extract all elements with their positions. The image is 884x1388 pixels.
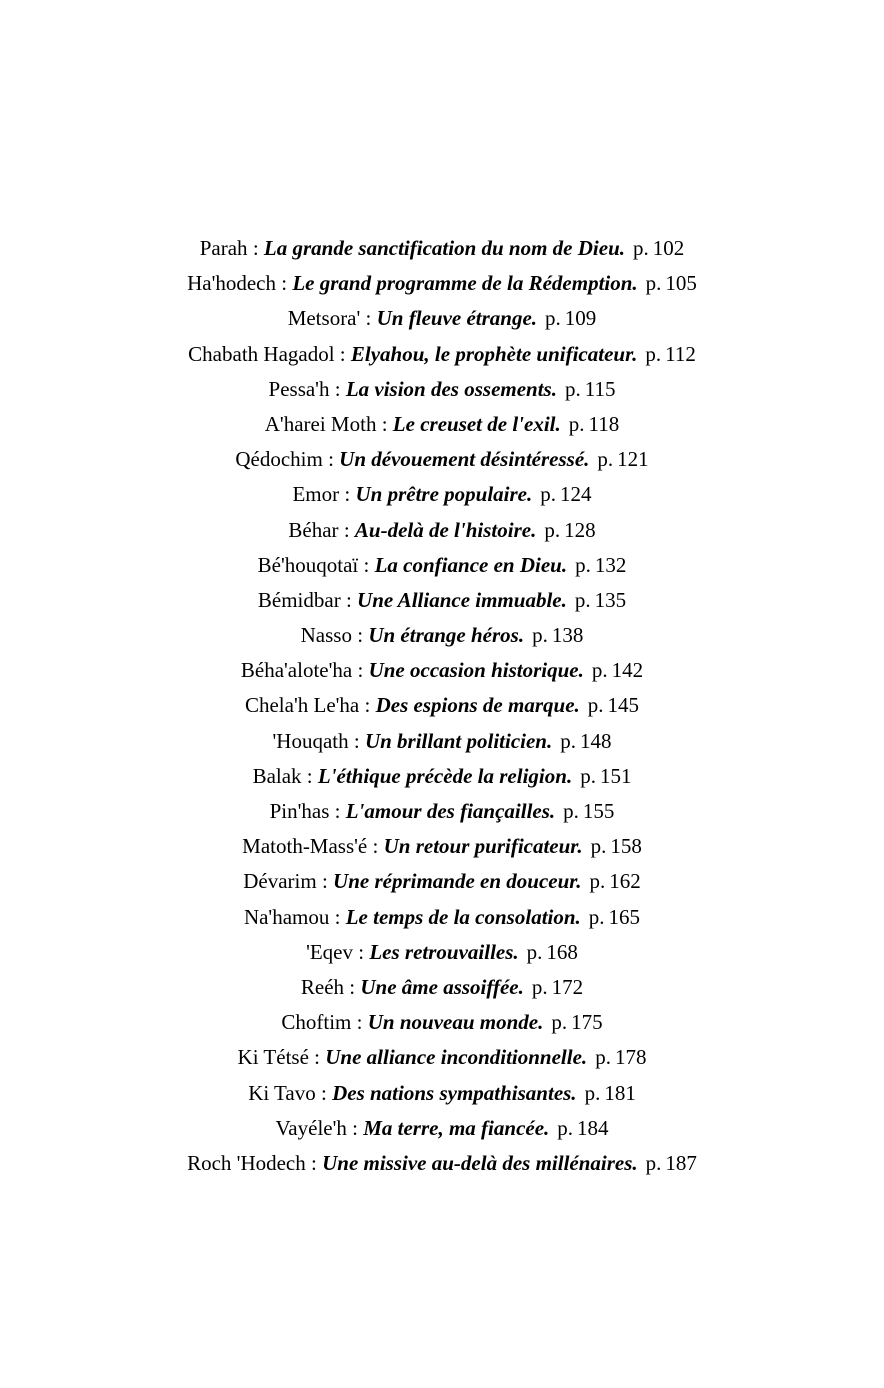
toc-entry-page-prefix: p. [590, 834, 607, 859]
toc-entry-parasha: Choftim [281, 1010, 352, 1035]
toc-entry[interactable] [264, 411, 620, 436]
toc-entry-page-value: 145 [607, 693, 640, 718]
toc-entry-page-value: 155 [582, 799, 615, 823]
toc-entry-separator: : [305, 1150, 323, 1175]
toc-entry[interactable] [235, 449, 648, 470]
toc-entry-page-number [527, 940, 578, 964]
toc-entry-page-prefix: p. [595, 1045, 611, 1070]
toc-entry-page-number [633, 236, 684, 260]
toc-entry-parasha: Béhar [288, 517, 339, 542]
toc-entry-title: Le temps de la consolation. [345, 904, 581, 929]
toc-entry-page-prefix: p. [584, 1080, 601, 1105]
toc-entry-page-value: 165 [608, 904, 641, 929]
toc-entry-title: Une âme assoiffée. [360, 974, 524, 999]
toc-entry-page-prefix: p. [591, 658, 608, 683]
toc-entry[interactable] [281, 1012, 602, 1033]
toc-entry-page-prefix: p. [633, 236, 649, 260]
toc-entry-page-number [532, 623, 583, 647]
toc-entry-title: Une missive au-delà des millénaires. [322, 1150, 638, 1175]
toc-entry-title: Un nouveau monde. [367, 1010, 544, 1035]
toc-entry-page-number [569, 412, 619, 436]
toc-entry-page-prefix: p. [532, 623, 548, 648]
toc-entry-page-number [565, 377, 615, 401]
toc-entry-title: Le creuset de l'exil. [392, 411, 561, 436]
toc-entry-separator: : [353, 939, 370, 964]
toc-entry-page-prefix: p. [568, 411, 585, 436]
toc-entry-page-number [597, 447, 648, 471]
toc-entry-parasha: Metsora' [287, 306, 361, 331]
toc-entry-page-number [557, 1116, 608, 1140]
toc-entry-separator: : [322, 447, 340, 472]
toc-entry-page-number [595, 1045, 646, 1069]
toc-entry-title: Elyahou, le prophète unificateur. [350, 341, 638, 366]
toc-entry-title: Les retrouvailles. [369, 939, 519, 964]
toc-entry-page-prefix: p. [574, 587, 591, 612]
toc-entry-page-value: 132 [594, 552, 627, 577]
toc-entry-page-number [544, 518, 595, 542]
toc-entry-parasha: 'Houqath [272, 728, 349, 753]
toc-entry-title: Une alliance inconditionnelle. [325, 1045, 588, 1070]
toc-entry-separator: : [352, 658, 369, 683]
toc-entry-page-value: 102 [652, 236, 685, 260]
toc-entry-separator: : [308, 1045, 326, 1070]
toc-entry-page-prefix: p. [575, 552, 591, 577]
toc-entry-page-prefix: p. [560, 728, 576, 753]
toc-entry[interactable] [270, 801, 615, 822]
toc-entry[interactable] [272, 728, 612, 753]
toc-entry-page-prefix: p. [597, 447, 614, 472]
toc-entry-separator: : [276, 271, 293, 296]
toc-entry-parasha: Parah [199, 236, 248, 260]
toc-entry-separator: : [359, 693, 376, 718]
toc-entry-title: Un retour purificateur. [383, 834, 583, 859]
toc-entry[interactable] [238, 1047, 647, 1068]
toc-entry[interactable] [268, 376, 616, 401]
toc-entry-page-value: 175 [571, 1010, 603, 1035]
toc-entry-page-prefix: p. [588, 904, 605, 929]
toc-entry-parasha: Chabath Hagadol [188, 341, 335, 366]
toc-entry[interactable] [187, 273, 697, 294]
toc-entry-page-number [575, 588, 626, 612]
toc-entry-title: Un dévouement désintéressé. [339, 447, 590, 472]
toc-entry-title: Un étrange héros. [368, 623, 525, 648]
toc-entry-title: Une Alliance immuable. [357, 587, 567, 612]
toc-entry-page-number [591, 834, 642, 858]
toc-entry-page-prefix: p. [645, 271, 662, 296]
toc-entry-page-prefix: p. [587, 693, 604, 718]
toc-entry-page-number [588, 693, 639, 717]
toc-entry-separator: : [316, 869, 334, 894]
toc-entry-separator: : [334, 341, 351, 366]
toc-entry-parasha: Ki Tétsé [237, 1045, 309, 1070]
toc-entry-page-prefix: p. [564, 376, 581, 401]
toc-entry-separator: : [340, 587, 358, 612]
toc-entry-page-value: 109 [564, 306, 597, 331]
toc-entry-page-value: 142 [611, 658, 644, 683]
toc-entry-separator: : [367, 834, 384, 859]
toc-entry-page-prefix: p. [531, 974, 548, 999]
toc-entry-page-prefix: p. [551, 1010, 568, 1035]
toc-entry-page-prefix: p. [645, 1150, 662, 1175]
toc-entry-parasha: Bémidbar [257, 587, 341, 612]
toc-entry-title: Une occasion historique. [368, 658, 584, 683]
toc-entry-page-value: 178 [614, 1045, 647, 1070]
toc-entry-page-value: 138 [551, 623, 584, 648]
toc-entry-page-number [592, 658, 643, 682]
toc-entry-page-value: 115 [584, 376, 616, 401]
toc-entry-page-prefix: p. [580, 763, 596, 788]
toc-entry-title: L'amour des fiançailles. [345, 799, 556, 823]
toc-entry-separator: : [338, 517, 355, 542]
toc-entry-page-value: 151 [599, 763, 632, 788]
toc-entry-separator: : [351, 1010, 368, 1035]
toc-entry-parasha: Chela'h Le'ha [244, 693, 360, 718]
toc-entry-separator: : [329, 799, 346, 823]
toc-entry-parasha: 'Eqev [306, 939, 353, 964]
toc-entry-parasha: Pessa'h [268, 376, 330, 401]
toc-entry-title: Un fleuve étrange. [376, 306, 538, 331]
toc-entry-separator: : [346, 1115, 364, 1140]
toc-entry[interactable] [301, 625, 584, 646]
toc-entry[interactable] [241, 660, 643, 681]
toc-entry-page-number [532, 975, 583, 999]
toc-entry-page-number [540, 482, 591, 506]
toc-entry-page-value: 121 [617, 447, 649, 472]
toc-entry-separator: : [339, 482, 356, 507]
toc-entry[interactable] [257, 587, 627, 612]
toc-entry-page-value: 184 [577, 1115, 609, 1140]
toc-entry-separator: : [351, 623, 369, 648]
toc-entry-separator: : [348, 728, 365, 753]
toc-entry-page-number [646, 1151, 697, 1175]
toc-entry-page-number [590, 869, 641, 893]
toc-entry-page-prefix: p. [540, 482, 556, 507]
toc-entry-page-prefix: p. [545, 306, 561, 331]
toc-entry-page-number [646, 271, 697, 295]
toc-entry-separator: : [301, 763, 318, 788]
toc-entry[interactable] [257, 552, 627, 577]
toc-entry-parasha: Vayéle'h [275, 1115, 347, 1140]
toc-entry-parasha: A'harei Moth [264, 411, 377, 436]
toc-entry-page-value: 148 [579, 728, 612, 753]
toc-entry[interactable] [187, 1150, 697, 1175]
toc-entry-page-value: 105 [665, 271, 697, 296]
toc-entry[interactable] [275, 1115, 609, 1140]
toc-entry[interactable] [245, 695, 639, 716]
toc-entry[interactable] [243, 871, 641, 892]
toc-entry-page-number [563, 799, 614, 823]
toc-entry-page-number [589, 905, 640, 929]
toc-entry-page-number [645, 342, 695, 366]
toc-entry-page-prefix: p. [589, 869, 606, 894]
toc-entry-page-value: 135 [594, 587, 627, 612]
toc-entry[interactable] [242, 836, 642, 857]
toc-entry-separator: : [376, 411, 393, 436]
toc-entry-page-value: 118 [588, 411, 620, 436]
toc-entry-title: Un prêtre populaire. [355, 482, 533, 507]
toc-entry[interactable] [288, 517, 596, 542]
toc-entry-parasha: Reéh [300, 974, 345, 999]
toc-entry-page-prefix: p. [645, 341, 662, 366]
toc-entry-title: Au-delà de l'histoire. [354, 517, 537, 542]
toc-entry-parasha: Dévarim [243, 869, 317, 894]
toc-entry[interactable] [200, 238, 685, 259]
toc-entry-page-value: 168 [546, 939, 578, 964]
toc-entry-page-value: 112 [665, 341, 696, 366]
toc-entry-parasha: Bé'houqotaï [257, 552, 359, 577]
toc-entry-title: Le grand programme de la Rédemption. [292, 271, 638, 296]
toc-entry[interactable] [248, 1080, 636, 1105]
toc-entry-page-value: 172 [551, 974, 584, 999]
toc-entry-separator: : [247, 236, 264, 260]
toc-entry-parasha: Balak [252, 763, 302, 788]
toc-entry-page-number [560, 729, 611, 753]
toc-entry-page-prefix: p. [563, 799, 579, 823]
toc-entry-title: Ma terre, ma fiancée. [363, 1115, 550, 1140]
toc-entry-page-number [580, 764, 631, 788]
toc-entry-page-value: 162 [609, 869, 641, 894]
toc-entry[interactable] [292, 484, 591, 505]
toc-entry-parasha: Emor [292, 482, 340, 507]
toc-entry-page-number [551, 1010, 602, 1034]
toc-entry-parasha: Béha'alote'ha [240, 658, 353, 683]
toc-entry-separator: : [329, 376, 346, 401]
toc-entry-title: La confiance en Dieu. [374, 552, 568, 577]
table-of-contents [60, 238, 824, 1188]
toc-entry-parasha: Roch 'Hodech [187, 1150, 306, 1175]
toc-entry[interactable] [252, 763, 632, 788]
toc-entry-parasha: Ki Tavo [248, 1080, 316, 1105]
toc-entry-page-prefix: p. [526, 939, 543, 964]
toc-entry-parasha: Qédochim [235, 447, 323, 472]
toc-entry-page-number [585, 1081, 636, 1105]
toc-entry[interactable] [288, 308, 597, 329]
toc-entry-separator: : [360, 306, 377, 331]
toc-entry-title: Des espions de marque. [375, 693, 580, 718]
toc-entry-parasha: Pin'has [269, 799, 330, 823]
toc-entry-title: Un brillant politicien. [364, 728, 553, 753]
toc-entry-page-value: 124 [560, 482, 592, 507]
toc-entry-separator: : [344, 974, 361, 999]
toc-entry-parasha: Na'hamou [243, 904, 330, 929]
toc-entry-parasha: Matoth-Mass'é [242, 834, 368, 859]
toc-entry-page-number [575, 553, 626, 577]
toc-entry-parasha: Nasso [300, 623, 352, 648]
toc-entry-page-value: 158 [610, 834, 642, 859]
toc-entry-page-prefix: p. [557, 1115, 574, 1140]
toc-entry-separator: : [358, 552, 375, 577]
toc-entry-title: L'éthique précède la religion. [317, 763, 573, 788]
toc-entry-title: Une réprimande en douceur. [333, 869, 582, 894]
toc-entry-parasha: Ha'hodech [187, 271, 276, 296]
toc-entry-page-value: 187 [665, 1150, 697, 1175]
toc-entry[interactable] [243, 904, 641, 929]
toc-entry-title: Des nations sympathisantes. [332, 1080, 577, 1105]
toc-entry[interactable] [306, 939, 578, 964]
toc-entry-page-value: 128 [564, 517, 596, 542]
toc-entry-page-value: 181 [604, 1080, 636, 1105]
toc-entry-title: La grande sanctification du nom de Dieu. [263, 236, 626, 260]
toc-entry[interactable] [300, 974, 584, 999]
toc-entry-page-number [545, 306, 596, 330]
toc-entry-separator: : [315, 1080, 333, 1105]
toc-entry-separator: : [329, 904, 346, 929]
toc-entry-title: La vision des ossements. [345, 376, 557, 401]
toc-entry-page-prefix: p. [544, 517, 561, 542]
toc-entry[interactable] [188, 341, 696, 366]
